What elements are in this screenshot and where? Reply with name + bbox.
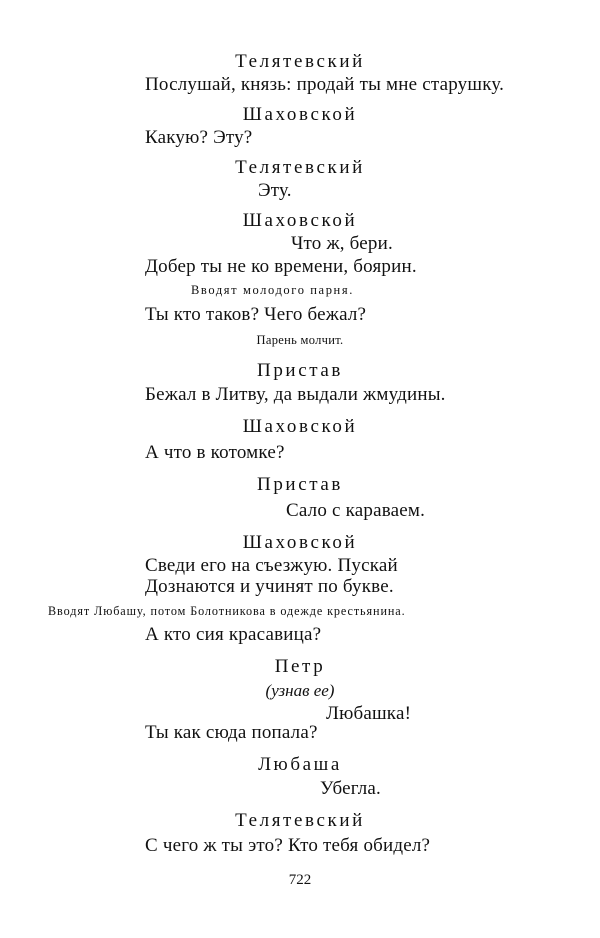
speaker-name: Пристав: [257, 474, 343, 495]
verse-line: Любашка!: [326, 703, 412, 724]
speaker-name: Телятевский: [235, 51, 365, 72]
verse-line: Добер ты не ко времени, боярин.: [145, 256, 417, 277]
verse-line: А кто сия красавица?: [145, 624, 322, 645]
speaker-name: Любаша: [258, 754, 342, 775]
verse-line: Послушай, князь: продай ты мне старушку.: [145, 74, 505, 95]
verse-line: Ты кто таков? Чего бежал?: [145, 304, 367, 325]
stage-remark: (узнав ее): [265, 681, 335, 700]
verse-line: Дознаются и учинят по букве.: [145, 576, 394, 597]
speaker-name: Шаховской: [242, 532, 358, 553]
speaker-name: Телятевский: [235, 157, 365, 178]
verse-line: Какую? Эту?: [145, 127, 253, 148]
speaker-name: Петр: [274, 656, 326, 677]
verse-line: А что в котомке?: [145, 442, 285, 463]
verse-line: Сало с караваем.: [286, 500, 426, 521]
speaker-name: Шаховской: [242, 104, 358, 125]
speaker-name: Телятевский: [235, 810, 365, 831]
verse-line: Бежал в Литву, да выдали жмудины.: [145, 384, 446, 405]
verse-line: Эту.: [258, 180, 292, 201]
speaker-name: Шаховской: [242, 210, 358, 231]
verse-line: С чего ж ты это? Кто тебя обидел?: [145, 835, 431, 856]
verse-line: Сведи его на съезжую. Пускай: [145, 555, 398, 576]
stage-direction: Вводят Любашу, потом Болотникова в одежде крестьянина.: [48, 604, 406, 618]
speaker-name: Шаховской: [242, 416, 358, 437]
verse-line: Что ж, бери.: [291, 233, 393, 254]
page-number: 722: [288, 872, 312, 888]
speaker-name: Пристав: [257, 360, 343, 381]
verse-line: Ты как сюда попала?: [145, 722, 318, 743]
verse-line: Убегла.: [320, 778, 381, 799]
stage-direction: Вводят молодого парня.: [191, 283, 354, 297]
stage-direction: Парень молчит.: [256, 333, 344, 347]
